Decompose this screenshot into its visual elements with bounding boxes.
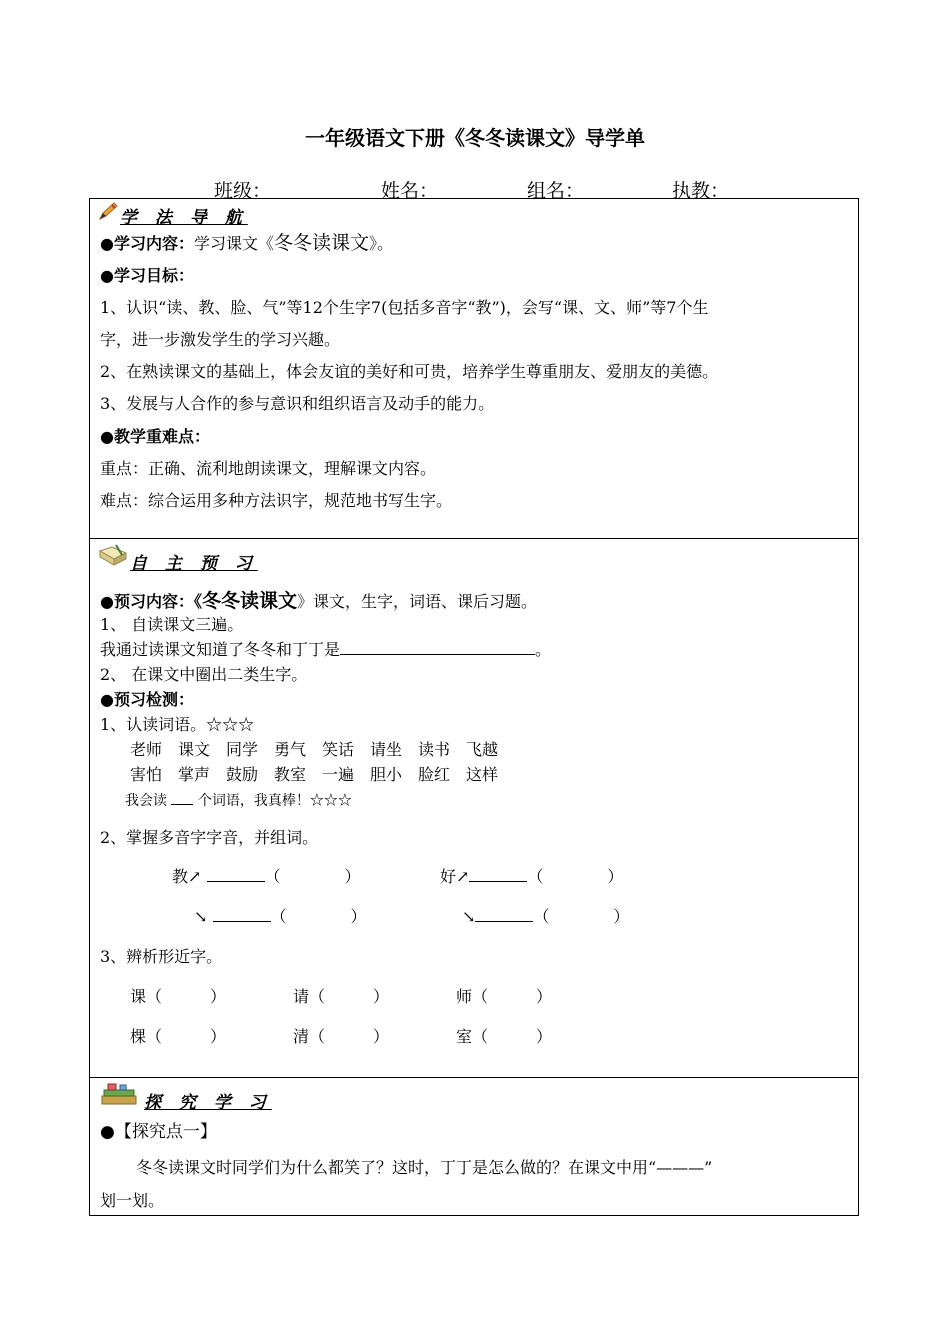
check-item-3: 3、辨析形近字。 <box>100 947 223 966</box>
goal-3: 3、发展与人合作的参与意识和组织语言及动手的能力。 <box>100 394 495 413</box>
word-parens: （ ） <box>527 867 624 886</box>
preview-check-label: ●预习检测： <box>100 690 194 709</box>
can-read-suffix: 个词语，我真棒！☆☆☆ <box>197 793 352 809</box>
words-row-1: 老师 课文 同学 勇气 笑话 请坐 读书 飞越 <box>130 740 499 759</box>
fill-end: 。 <box>535 640 552 659</box>
section-self-preview <box>89 538 859 1077</box>
study-content-text: 学习课文《 <box>193 234 274 253</box>
key-point: 重点：正确、流利地朗读课文，理解课文内容。 <box>100 459 437 478</box>
preview-item-1-fill <box>100 640 551 660</box>
fill-blank[interactable] <box>340 640 535 655</box>
preview-content-line <box>100 591 537 612</box>
arrow-down-icon: ↘ <box>462 907 476 926</box>
preview-lesson-title: 冬冬读课文 <box>201 590 297 612</box>
polyphone-hao-down <box>462 907 629 927</box>
section-heading-self-preview: 自 主 预 习 <box>130 554 258 574</box>
fill-prompt: 我通过读课文知道了冬冬和丁丁是 <box>100 640 341 659</box>
inquiry-question-1b: 划一划。 <box>100 1191 165 1210</box>
polyphone-jiao-char: 教↗ <box>172 867 202 886</box>
pinyin-blank[interactable] <box>213 907 271 922</box>
pencil-icon <box>98 201 120 221</box>
similar-char-2: 请（ ） <box>293 987 390 1006</box>
study-content-label: ●学习内容： <box>100 234 194 253</box>
pinyin-blank[interactable] <box>475 907 533 922</box>
preview-content-label: ●预习内容：《 <box>100 592 202 611</box>
key-points-label: ●教学重难点： <box>100 427 210 446</box>
section-heading-inquiry: 探 究 学 习 <box>144 1093 272 1113</box>
can-read-line <box>125 790 352 811</box>
similar-char-4: 棵（ ） <box>130 1027 227 1046</box>
book-icon <box>98 543 128 567</box>
books-icon <box>98 1080 142 1108</box>
lesson-title: 冬冬读课文 <box>273 232 369 254</box>
arrow-down-icon: ↘ <box>194 907 208 926</box>
goal-1-line-a: 1、认识“读、教、脸、气”等12个生字7(包括多音字“教”)，会写“课、文、师”等7个生 <box>100 298 709 317</box>
section-study-guide <box>89 198 859 538</box>
teacher-label: 执教： <box>672 180 730 202</box>
polyphone-hao-char: 好↗ <box>440 867 470 886</box>
can-read-blank[interactable] <box>171 790 193 805</box>
study-goals-label: ●学习目标： <box>100 266 194 285</box>
similar-char-1: 课（ ） <box>130 987 227 1006</box>
study-content-end: 》。 <box>369 234 394 253</box>
section-heading-study-guide: 学 法 导 航 <box>120 208 248 228</box>
can-read-prefix: 我会读 <box>125 793 167 809</box>
section-inquiry-study <box>89 1077 859 1216</box>
word-parens: （ ） <box>270 907 367 926</box>
polyphone-hao-up <box>440 867 623 887</box>
similar-char-3: 师（ ） <box>456 987 553 1006</box>
check-item-2: 2、掌握多音字字音，并组词。 <box>100 828 319 847</box>
pinyin-blank[interactable] <box>207 867 265 882</box>
preview-item-2: 2、 在课文中圈出二类生字。 <box>100 665 308 684</box>
preview-item-1: 1、 自读课文三遍。 <box>100 615 244 634</box>
difficult-point: 难点：综合运用多种方法识字，规范地书写生字。 <box>100 491 453 510</box>
polyphone-jiao-down <box>194 907 367 927</box>
name-label: 姓名： <box>381 180 439 202</box>
page-title: 一年级语文下册《冬冬读课文》导学单 <box>305 126 645 150</box>
preview-content-rest: 》课文，生字，词语、课后习题。 <box>296 592 537 611</box>
word-parens: （ ） <box>533 907 630 926</box>
group-label: 组名： <box>527 180 585 202</box>
inquiry-question-1a: 冬冬读课文时同学们为什么都笑了？这时，丁丁是怎么做的？在课文中用“———” <box>136 1158 713 1177</box>
similar-char-6: 室（ ） <box>456 1027 553 1046</box>
goal-1-line-b: 字，进一步激发学生的学习兴趣。 <box>100 330 341 349</box>
word-parens: （ ） <box>264 867 361 886</box>
check-item-1: 1、认读词语。☆☆☆ <box>100 715 255 734</box>
polyphone-jiao-up <box>172 867 361 887</box>
study-content-line <box>100 233 393 254</box>
goal-2: 2、在熟读课文的基础上，体会友谊的美好和可贵，培养学生尊重朋友、爱朋友的美德。 <box>100 362 719 381</box>
class-label: 班级： <box>214 180 272 202</box>
similar-char-5: 清（ ） <box>293 1027 390 1046</box>
words-row-2: 害怕 掌声 鼓励 教室 一遍 胆小 脸红 这样 <box>130 765 499 784</box>
pinyin-blank[interactable] <box>469 867 527 882</box>
inquiry-point-1: ●【探究点一】 <box>100 1122 217 1142</box>
